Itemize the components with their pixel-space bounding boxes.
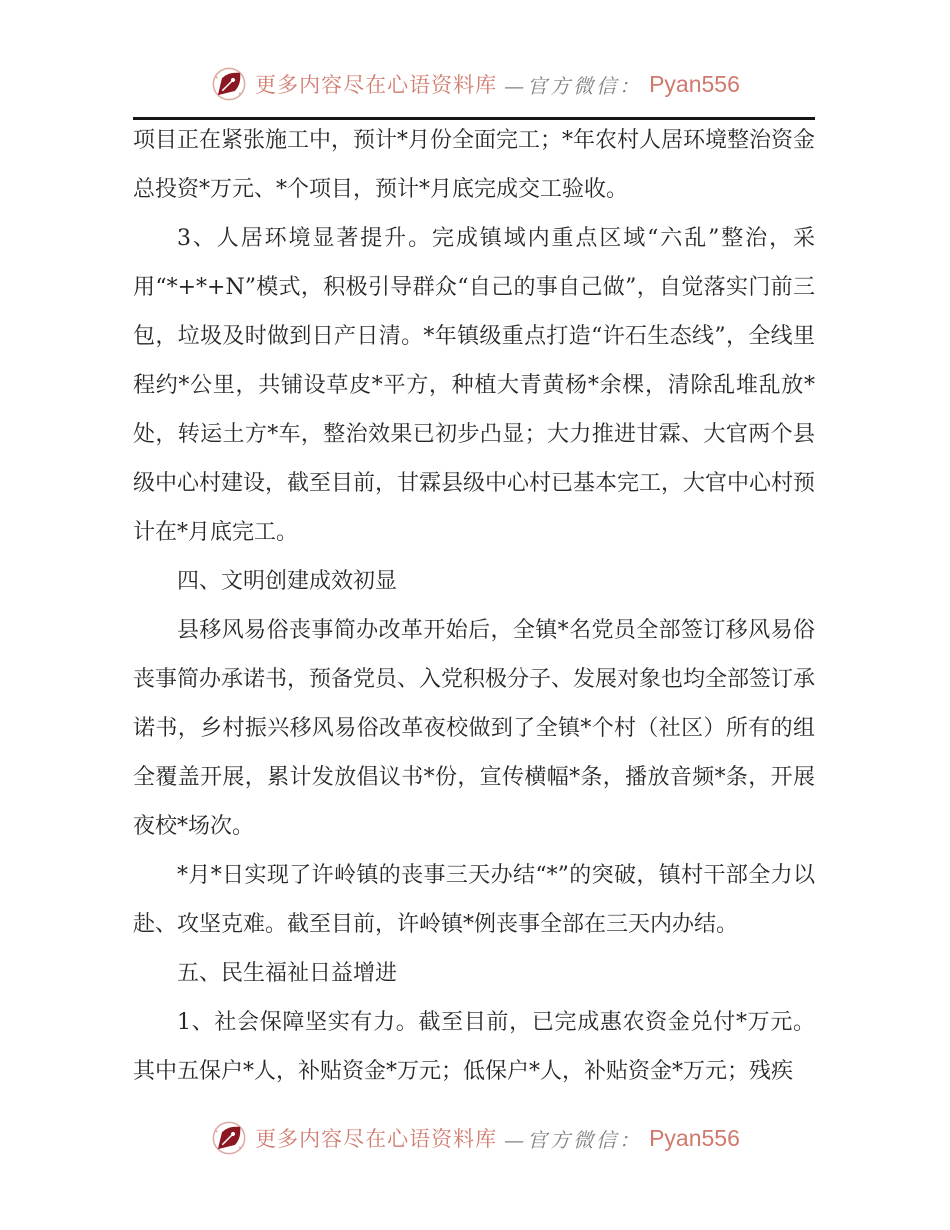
body-paragraph: 项目正在紧张施工中，预计*月份全面完工；*年农村人居环境整治资金总投资*万元、*个项目，预计*月底完成交工验收。	[133, 128, 815, 202]
wechat-id: Pyan556	[649, 70, 740, 97]
document-body	[133, 116, 815, 1106]
watermark-header	[0, 62, 950, 106]
pen-nib-logo-icon	[210, 65, 248, 103]
body-paragraph: 县移风易俗丧事简办改革开始后，全镇*名党员全部签订移风易俗丧事简办承诺书，预备党员、入党积极分子、发展对象也均全部签订承诺书，乡村振兴移风易俗改革夜校做到了全镇*个村（社区）所有的组全覆盖开展，累计发放倡议书*份，宣传横幅*条，播放音频*条，开展夜校*场次。	[133, 618, 815, 839]
watermark-footer	[0, 1116, 950, 1160]
section-heading: 五、民生福祉日益增进	[177, 961, 398, 986]
body-paragraph: 3、人居环境显著提升。完成镇域内重点区域“六乱”整治，采用“*+*+N”模式，积极引导群众“自己的事自己做”，自觉落实门前三包，垃圾及时做到日产日清。*年镇级重点打造“许石生态线”，全线里程约*公里，共铺设草皮*平方，种植大青黄杨*余棵，清除乱堆乱放*处，转运土方*车，整治效果已初步凸显；大力推进甘霖、大官两个县级中心村建设，截至目前，甘霖县级中心村已基本完工，大官中心村预计在*月底完工。	[133, 226, 815, 545]
wechat-label: —官方微信：	[504, 73, 643, 98]
pen-nib-logo-icon	[210, 1119, 248, 1157]
brand-text: 更多内容尽在心语资料库	[255, 1127, 498, 1151]
body-paragraph: 1、社会保障坚实有力。截至目前，已完成惠农资金兑付*万元。其中五保户*人，补贴资金*万元；低保户*人，补贴资金*万元；残疾	[133, 1010, 815, 1084]
brand-text: 更多内容尽在心语资料库	[255, 73, 498, 97]
body-paragraph: *月*日实现了许岭镇的丧事三天办结“*”的突破，镇村干部全力以赴、攻坚克难。截至目前，许岭镇*例丧事全部在三天内办结。	[133, 863, 815, 937]
wechat-id: Pyan556	[649, 1124, 740, 1151]
section-heading: 四、文明创建成效初显	[177, 569, 398, 594]
wechat-label: —官方微信：	[504, 1127, 643, 1152]
